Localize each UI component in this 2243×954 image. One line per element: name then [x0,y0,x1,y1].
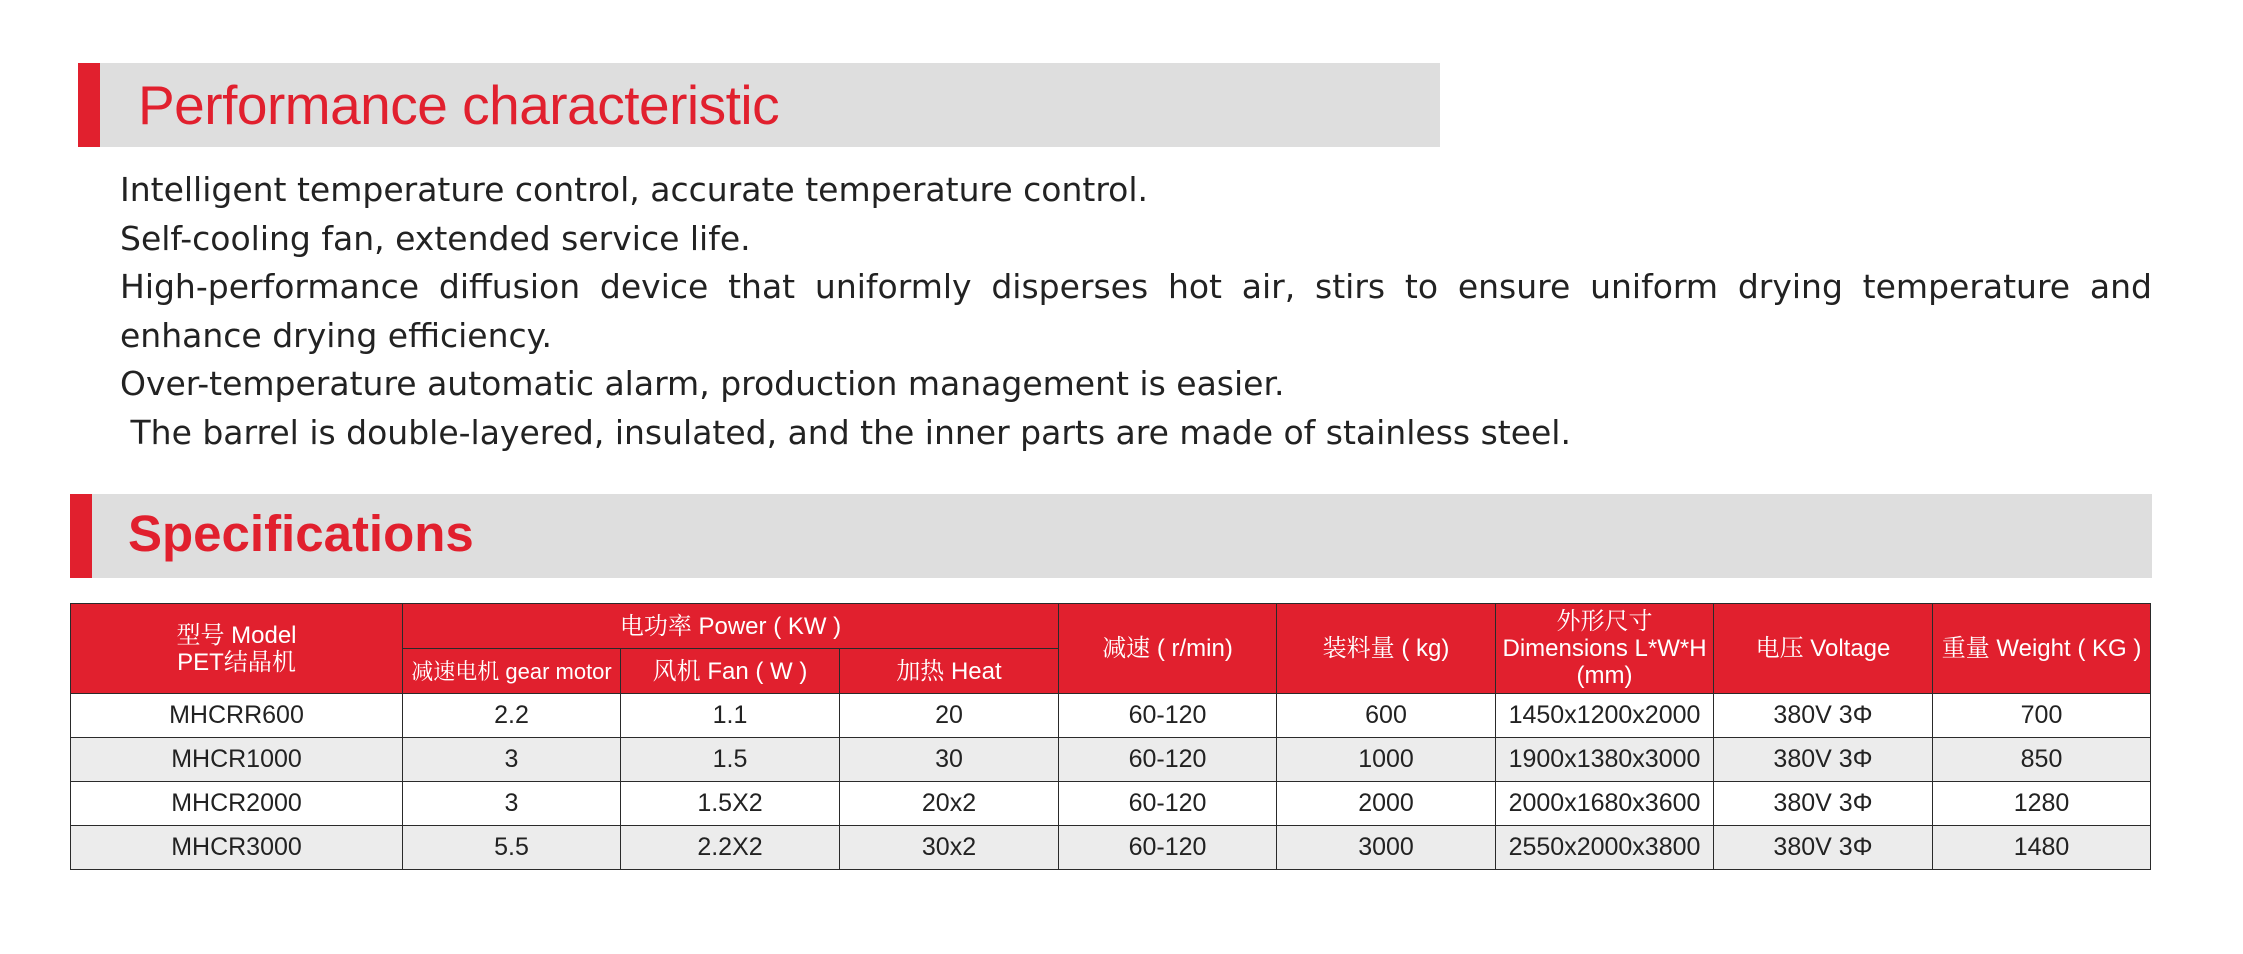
specifications-section-header [70,494,2152,578]
header-dimensions [1496,604,1714,694]
cell-dimensions: 1450x1200x2000 [1496,694,1714,738]
performance-title: Performance characteristic [138,74,780,136]
cell-load: 3000 [1277,826,1496,870]
cell-gear-motor: 3 [403,782,621,826]
header-model-sublabel: PET结晶机 [177,648,296,676]
cell-voltage: 380V 3Φ [1714,738,1933,782]
cell-heat: 30x2 [840,826,1059,870]
header-load: 装料量 ( kg) [1277,604,1496,694]
table-row [71,782,2151,826]
feature-item: Intelligent temperature control, accurate temperature control. [120,170,1149,209]
feature-list [120,166,2152,458]
header-model-label: 型号 Model [176,621,297,649]
header-model [71,604,403,694]
table-row [71,826,2151,870]
cell-load: 1000 [1277,738,1496,782]
cell-dimensions: 2550x2000x3800 [1496,826,1714,870]
specifications-title: Specifications [128,505,474,562]
cell-load: 2000 [1277,782,1496,826]
cell-speed: 60-120 [1059,694,1277,738]
cell-model: MHCR1000 [71,738,403,782]
accent-bar [70,494,92,578]
cell-heat: 20 [840,694,1059,738]
table-row [71,694,2151,738]
header-dimensions-unit: (mm) [1576,662,1633,689]
cell-weight: 1480 [1933,826,2151,870]
header-dimensions-en: Dimensions L*W*H [1502,635,1707,662]
cell-speed: 60-120 [1059,782,1277,826]
cell-voltage: 380V 3Φ [1714,782,1933,826]
cell-weight: 700 [1933,694,2151,738]
specifications-table [70,603,2151,870]
cell-dimensions: 2000x1680x3600 [1496,782,1714,826]
cell-heat: 30 [840,738,1059,782]
cell-dimensions: 1900x1380x3000 [1496,738,1714,782]
cell-voltage: 380V 3Φ [1714,694,1933,738]
header-fan: 风机 Fan ( W ) [621,649,840,694]
cell-speed: 60-120 [1059,738,1277,782]
cell-weight: 850 [1933,738,2151,782]
feature-item: Self-cooling fan, extended service life. [120,218,751,258]
cell-fan: 1.5 [621,738,840,782]
cell-heat: 20x2 [840,782,1059,826]
cell-weight: 1280 [1933,782,2151,826]
cell-gear-motor: 3 [403,738,621,782]
header-dimensions-cn: 外形尺寸 [1556,608,1653,635]
feature-item: The barrel is double-layered, insulated, and the inner parts are made of stainless steel. [120,412,1571,452]
header-weight: 重量 Weight ( KG ) [1933,604,2151,694]
table-row [71,738,2151,782]
header-power: 电功率 Power ( KW ) [403,604,1059,649]
accent-bar [78,63,100,147]
cell-voltage: 380V 3Φ [1714,826,1933,870]
cell-fan: 1.5X2 [621,782,840,826]
header-speed: 减速 ( r/min) [1059,604,1277,694]
header-heat: 加热 Heat [840,649,1059,694]
header-gear-motor: 减速电机 gear motor [403,649,621,694]
performance-section-header [78,63,1440,147]
cell-model: MHCR3000 [71,826,403,870]
cell-load: 600 [1277,694,1496,738]
cell-gear-motor: 2.2 [403,694,621,738]
cell-fan: 1.1 [621,694,840,738]
cell-model: MHCR2000 [71,782,403,826]
header-voltage: 电压 Voltage [1714,604,1933,694]
feature-item: Over-temperature automatic alarm, production management is easier. [120,364,1285,404]
cell-speed: 60-120 [1059,826,1277,870]
cell-fan: 2.2X2 [621,826,840,870]
feature-item: High-performance diffusion device that uniformly disperses hot air, stirs to ensure uniform drying temperature and enhance drying efficiency. [120,267,2152,355]
cell-model: MHCRR600 [71,694,403,738]
cell-gear-motor: 5.5 [403,826,621,870]
